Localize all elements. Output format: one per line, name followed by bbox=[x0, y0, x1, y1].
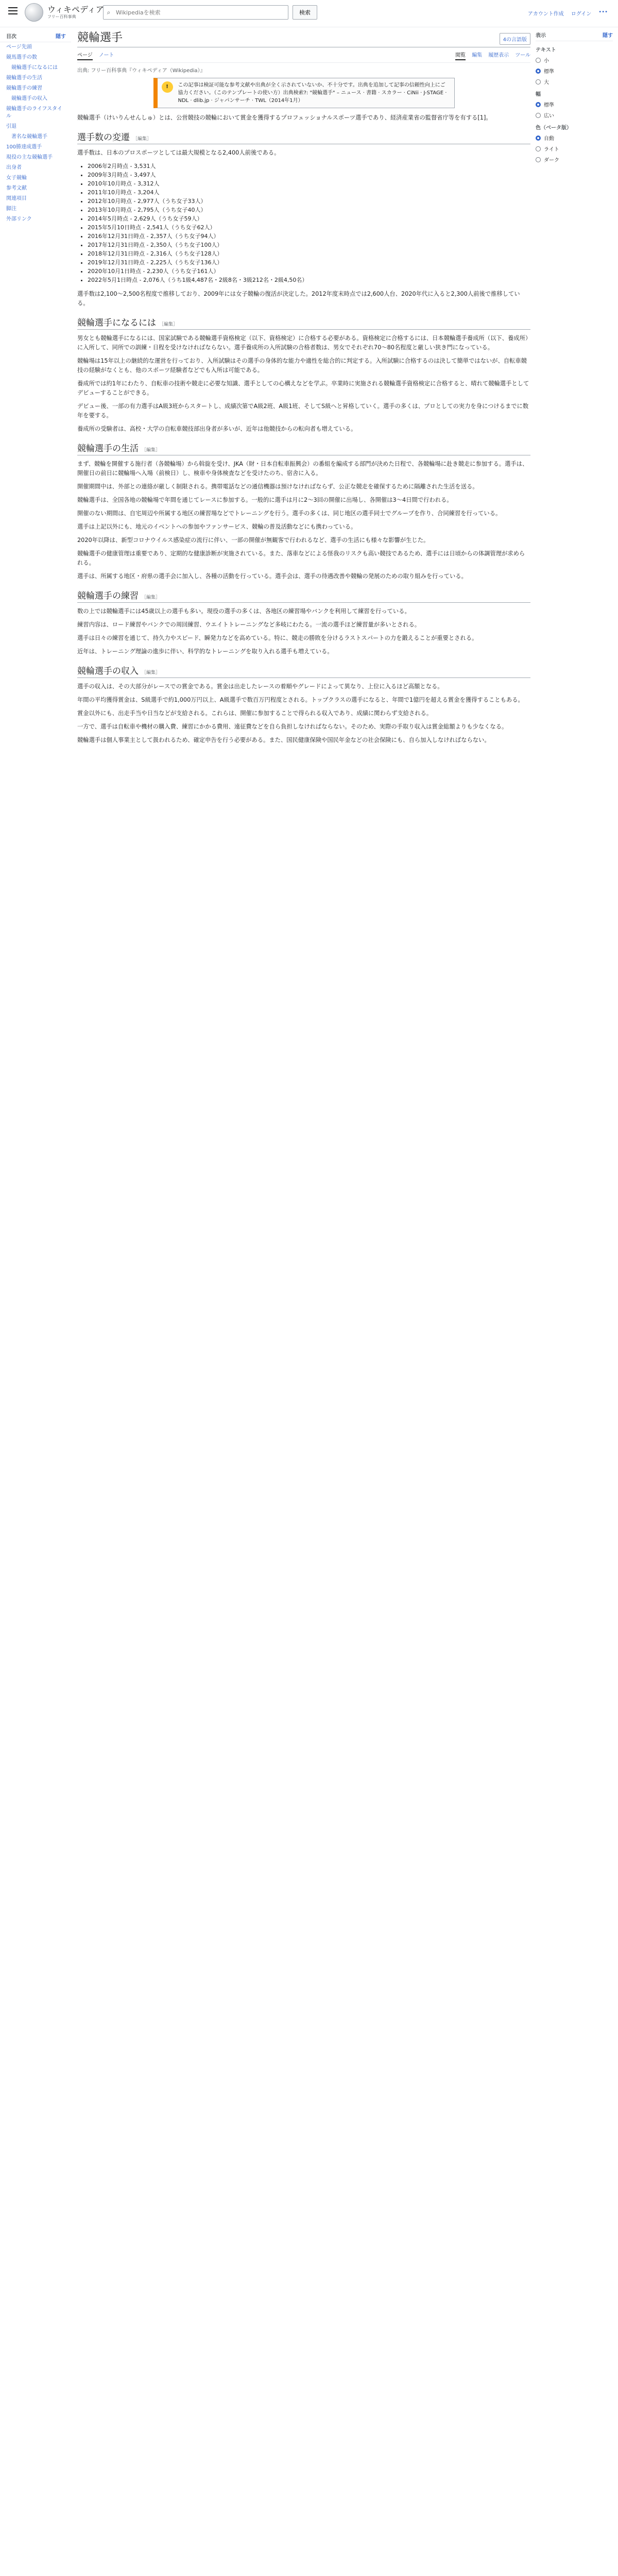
stats-item: • 2017年12月31日時点 - 2,350人（うち女子100人） bbox=[88, 241, 530, 249]
stats-item: • 2018年12月31日時点 - 2,316人（うち女子128人） bbox=[88, 249, 530, 258]
main-menu-icon[interactable] bbox=[8, 7, 18, 14]
section-edit-link[interactable]: ［編集］ bbox=[142, 670, 161, 675]
search-box bbox=[103, 5, 288, 20]
toc-item[interactable]: 脚注 bbox=[6, 206, 16, 212]
radio-icon[interactable] bbox=[536, 58, 541, 63]
stats-list bbox=[88, 162, 530, 284]
toc-item[interactable]: 参考文献 bbox=[6, 185, 27, 191]
toc-item[interactable]: 100勝達成選手 bbox=[6, 144, 42, 150]
toc-item[interactable]: 女子競輪 bbox=[6, 175, 27, 181]
search-input[interactable] bbox=[114, 9, 288, 16]
option-label: ダーク bbox=[544, 158, 559, 163]
section-edit-link[interactable]: ［編集］ bbox=[133, 137, 152, 142]
toc-item[interactable]: 引退 bbox=[6, 124, 16, 129]
toc-sidebar bbox=[0, 29, 71, 225]
appearance-header bbox=[536, 29, 613, 41]
section-paragraph: 選手は、所属する地区・府県の選手会に加入し、各種の活動を行っている。選手会は、選手の待遇改善や競輪の発展のための取り組みを行っている。 bbox=[77, 573, 467, 580]
section-title: 競輪選手の収入 bbox=[77, 666, 139, 676]
width-label: 幅 bbox=[536, 92, 541, 97]
stats-item: • 2015年5月10日時点 - 2,541人（うち女子62人） bbox=[88, 223, 530, 232]
appearance-option[interactable] bbox=[536, 111, 613, 119]
wikipedia-globe-icon bbox=[25, 3, 43, 22]
section-title: 選手数の変遷 bbox=[77, 132, 130, 143]
option-label: ライト bbox=[544, 147, 559, 152]
intro-paragraph: 競輪選手（けいりんせんしゅ）とは、公営競技の競輪において賞金を獲得するプロフェッショナルスポーツ選手であり、経済産業省の監督省庁等を有する[1]。 bbox=[77, 114, 492, 121]
login-link[interactable]: ログイン bbox=[571, 11, 592, 17]
section-heading bbox=[77, 664, 530, 678]
appearance-option[interactable] bbox=[536, 145, 613, 152]
section-heading bbox=[77, 588, 530, 603]
tab-edit[interactable]: 編集 bbox=[472, 53, 483, 58]
radio-icon[interactable] bbox=[536, 113, 541, 118]
toc-item[interactable]: 外部リンク bbox=[6, 216, 32, 222]
title-row bbox=[77, 29, 530, 47]
create-account-link[interactable]: アカウント作成 bbox=[527, 11, 564, 17]
width-options bbox=[536, 100, 613, 119]
toc-item[interactable]: 著名な競輪選手 bbox=[11, 134, 47, 140]
toc-item[interactable]: 競馬選手の数 bbox=[6, 55, 37, 60]
appearance-option[interactable] bbox=[536, 134, 613, 142]
radio-icon[interactable] bbox=[536, 79, 541, 84]
tab-page[interactable]: ページ bbox=[77, 50, 93, 60]
article-sections bbox=[77, 130, 530, 745]
stats-item: • 2013年10月時点 - 2,795人（うち女子40人） bbox=[88, 206, 530, 214]
appearance-option[interactable] bbox=[536, 67, 613, 75]
section-paragraph: 2020年以降は、新型コロナウイルス感染症の流行に伴い、一部の開催が無観客で行われるなど、選手の生活にも様々な影響が生じた。 bbox=[77, 537, 430, 544]
source-line: 出典: フリー百科事典『ウィキペディア（Wikipedia）』 bbox=[77, 68, 205, 74]
text-size-label: テキスト bbox=[536, 47, 556, 53]
option-label: 大 bbox=[544, 80, 549, 86]
stats-item: • 2014年5月時点 - 2,629人（うち女子59人） bbox=[88, 214, 530, 223]
page-tabs bbox=[77, 50, 530, 63]
section-title: 競輪選手になるには bbox=[77, 318, 156, 328]
toc-item[interactable]: 出身者 bbox=[6, 165, 22, 171]
section-paragraph: 競輪場は15年以上の継続的な運営を行っており、入所試験はその選手の身体的な能力や適性を総合的に判定する。入所試験に合格するのは決して簡単ではないが、自転車競技の経験がなくとも、他のスポーツ経験者などでも入所は可能である。 bbox=[77, 358, 527, 374]
section-heading bbox=[77, 315, 530, 330]
stats-item: • 2009年3月時点 - 3,497人 bbox=[88, 171, 530, 179]
tab-history[interactable]: 履歴表示 bbox=[488, 53, 509, 58]
option-label: 小 bbox=[544, 58, 549, 64]
radio-icon[interactable] bbox=[536, 146, 541, 151]
section-paragraph: 数の上では競輪選手には45歳以上の選手も多い。現役の選手の多くは、各地区の練習場やバンクを利用して練習を行っている。 bbox=[77, 608, 410, 615]
section-edit-link[interactable]: ［編集］ bbox=[142, 448, 161, 453]
toc-item[interactable]: 競輪選手の収入 bbox=[11, 96, 47, 101]
section-paragraph: 競輪選手は、全国各地の競輪場で年間を通じてレースに参加する。一般的に選手は月に2〜3回の開催に出場し、各開催は3〜4日間で行われる。 bbox=[77, 497, 453, 503]
section-paragraph: 一方で、選手は自転車や機材の購入費、練習にかかる費用、遠征費などを自ら負担しなければならない。そのため、実際の手取り収入は賞金総額よりも少なくなる。 bbox=[77, 723, 508, 730]
section-paragraph: 養成所では約1年にわたり、自転車の技術や競走に必要な知識、選手としての心構えなどを学ぶ。卒業時に実施される競輪選手資格検定に合格すると、晴れて競輪選手としてデビューすることができる。 bbox=[77, 380, 529, 396]
tab-talk[interactable]: ノート bbox=[98, 53, 114, 58]
section-edit-link[interactable]: ［編集］ bbox=[142, 595, 161, 600]
appearance-option[interactable] bbox=[536, 78, 613, 86]
toc-item[interactable]: 競輪選手の練習 bbox=[6, 86, 42, 91]
section-paragraph: 養成所の受験者は、高校・大学の自転車競技部出身者が多いが、近年は他競技からの転向者も増えている。 bbox=[77, 426, 357, 432]
radio-icon[interactable] bbox=[536, 135, 541, 141]
appearance-panel bbox=[536, 29, 613, 166]
search-button[interactable]: 検索 bbox=[293, 5, 317, 20]
radio-icon[interactable] bbox=[536, 69, 541, 74]
toc-item[interactable]: 競輪選手の生活 bbox=[6, 75, 42, 81]
toc-header bbox=[0, 29, 71, 42]
stats-item: • 2016年12月31日時点 - 2,357人（うち女子94人） bbox=[88, 232, 530, 241]
section-edit-link[interactable]: ［編集］ bbox=[159, 322, 178, 327]
citation-warning-text: この記事は検証可能な参考文献や出典が全く示されていないか、不十分です。出典を追加して記事の信頼性向上にご協力ください。（このテンプレートの使い方）出典検索?: "競輪選手" – ニュース · 書籍 · スカラー · CiNii · J-STAGE · NDL · dlib.jp · ジャパンサーチ · TWL（2014年1月） bbox=[178, 82, 447, 104]
stats-item: • 2012年10月時点 - 2,977人（うち女子33人） bbox=[88, 197, 530, 206]
section-paragraph: 選手は上記以外にも、地元のイベントへの参加やファンサービス、競輪の普及活動などにも携わっている。 bbox=[77, 523, 357, 530]
appearance-option[interactable] bbox=[536, 100, 613, 108]
toc-hide-button[interactable]: 隠す bbox=[56, 34, 66, 40]
section-paragraph: 選手は日々の練習を通じて、持久力やスピード、瞬発力などを高めている。特に、競走の勝敗を分けるラストスパートの力を鍛えることが重要とされる。 bbox=[77, 635, 478, 641]
toc-item[interactable]: 競輪選手になるには bbox=[11, 65, 58, 71]
warning-icon: ! bbox=[162, 81, 173, 93]
section-paragraph: 選手数は、日本のプロスポーツとしては最大規模となる2,400人前後である。 bbox=[77, 149, 280, 156]
color-label: 色（ベータ版） bbox=[536, 125, 572, 131]
appearance-option[interactable] bbox=[536, 56, 613, 64]
option-label: 広い bbox=[544, 113, 554, 119]
language-button[interactable]: 4の言語版 bbox=[500, 33, 530, 45]
section-paragraph: 練習内容は、ロード練習やバンクでの周回練習、ウエイトトレーニングなど多岐にわたる。一流の選手ほど練習量が多いとされる。 bbox=[77, 621, 421, 628]
section-paragraph: デビュー後、一部の有力選手はA級3班からスタートし、成績次第でA級2班、A級1班、そしてS級へと昇格していく。選手の多くは、プロとしての実力を身につけるまでに数年を要する。 bbox=[77, 403, 529, 419]
section-paragraph: 競輪選手の健康管理は重要であり、定期的な健康診断が実施されている。また、落車などによる怪我のリスクも高い競技であるため、選手には日頃からの体調管理が求められる。 bbox=[77, 550, 525, 566]
stats-item: • 2020年10月1日時点 - 2,230人（うち女子161人） bbox=[88, 267, 530, 276]
appearance-option[interactable] bbox=[536, 156, 613, 163]
section-title: 競輪選手の生活 bbox=[77, 444, 139, 454]
toc-item[interactable]: 競輪選手のライフスタイル bbox=[6, 106, 62, 119]
article-content bbox=[77, 29, 530, 749]
stats-item: • 2010年10月時点 - 3,312人 bbox=[88, 179, 530, 188]
site-logo[interactable] bbox=[25, 3, 104, 22]
section-paragraph: 近年は、トレーニング理論の進歩に伴い、科学的なトレーニングを取り入れる選手も増えている。 bbox=[77, 648, 333, 655]
stats-item: • 2011年10月時点 - 3,204人 bbox=[88, 188, 530, 197]
tab-tools[interactable]: ツール bbox=[515, 53, 530, 58]
toc-title: 目次 bbox=[6, 34, 16, 40]
section-paragraph: まず、競輪を開催する施行者（各競輪場）から斡旋を受け、JKA（財・日本自転車振興会）の番組を編成する部門が決めた日程で、各競輪場に赴き競走に参加する。選手は、開催日の前日に競輪場へ入場（前検日）し、検車や身体検査などを受けたのち、宿舎に入る。 bbox=[77, 461, 528, 477]
more-menu-icon[interactable]: ••• bbox=[598, 9, 608, 15]
appearance-hide-button[interactable]: 隠す bbox=[603, 33, 613, 39]
toc-item[interactable]: 現役の主な競輪選手 bbox=[6, 155, 53, 160]
section-paragraph: 開催のない期間は、自宅周辺や所属する地区の練習場などでトレーニングを行う。選手の多くは、同じ地区の選手同士でグループを作り、合同練習を行っている。 bbox=[77, 510, 502, 517]
user-links bbox=[528, 9, 608, 17]
section-title: 競輪選手の練習 bbox=[77, 591, 139, 601]
stats-item: • 2022年5月1日時点 - 2,076人（うち1級4,487名・2級8名・3級212名・2級4,50名） bbox=[88, 276, 530, 284]
section-paragraph: 男女とも競輪選手になるには、国家試験である競輪選手資格検定（以下、資格検定）に合格する必要がある。資格検定に合格するには、日本競輪選手養成所（以下、養成所）に入所して、同所での訓練・日程を受けなければならない。選手養成所の入所試験の合格者数は、男女でそれぞれ70〜80名程度と厳しい狭き門になっている。 bbox=[77, 335, 528, 351]
section-paragraph: 開催期間中は、外部との連絡が厳しく制限される。携帯電話などの通信機器は預けなければならず、公正な競走を確保するために隔離された生活を送る。 bbox=[77, 483, 478, 490]
site-header bbox=[0, 0, 618, 27]
tab-read[interactable]: 閲覧 bbox=[455, 50, 466, 60]
section-paragraph: 競輪選手は個人事業主として扱われるため、確定申告を行う必要がある。また、国民健康保険や国民年金などの社会保険にも、自ら加入しなければならない。 bbox=[77, 737, 490, 743]
wordmark: ウィキペディア bbox=[47, 4, 104, 14]
toc-item[interactable]: 関連項目 bbox=[6, 196, 27, 201]
option-label: 自動 bbox=[544, 136, 554, 142]
section-paragraph: 年間の平均獲得賞金は、S級選手で約1,000万円以上、A級選手で数百万円程度とされる。トップクラスの選手になると、年間で1億円を超える賞金を獲得することもある。 bbox=[77, 697, 524, 703]
radio-icon[interactable] bbox=[536, 157, 541, 162]
text-size-options bbox=[536, 56, 613, 86]
color-options bbox=[536, 134, 613, 163]
toc-list bbox=[0, 42, 71, 225]
page-title: 競輪選手 bbox=[77, 31, 123, 44]
option-label: 標準 bbox=[544, 103, 554, 108]
radio-icon[interactable] bbox=[536, 102, 541, 107]
section-paragraph: 選手の収入は、その大部分がレースでの賞金である。賞金は出走したレースの着順やグレードによって異なり、上位に入るほど高額となる。 bbox=[77, 683, 443, 690]
search-icon: ⌕ bbox=[107, 8, 111, 16]
appearance-title: 表示 bbox=[536, 33, 546, 39]
option-label: 標準 bbox=[544, 69, 554, 75]
citation-warning-box bbox=[153, 78, 455, 108]
stats-item: • 2006年2月時点 - 3,531人 bbox=[88, 162, 530, 171]
tagline: フリー百科事典 bbox=[47, 14, 76, 19]
stats-item: • 2019年12月31日時点 - 2,225人（うち女子136人） bbox=[88, 258, 530, 267]
section-heading bbox=[77, 130, 530, 144]
section-paragraph: 賞金以外にも、出走手当や日当などが支給される。これらは、開催に参加することで得られる収入であり、成績に関わらず支給される。 bbox=[77, 710, 433, 717]
toc-item[interactable]: ページ先頭 bbox=[6, 44, 32, 50]
section-paragraph: 選手数は2,100〜2,500名程度で推移しており、2009年には女子競輪の復活が決定した。2012年度末時点では2,600人台、2020年代に入ると2,300人前後で推移している。 bbox=[77, 291, 520, 307]
section-heading bbox=[77, 441, 530, 455]
